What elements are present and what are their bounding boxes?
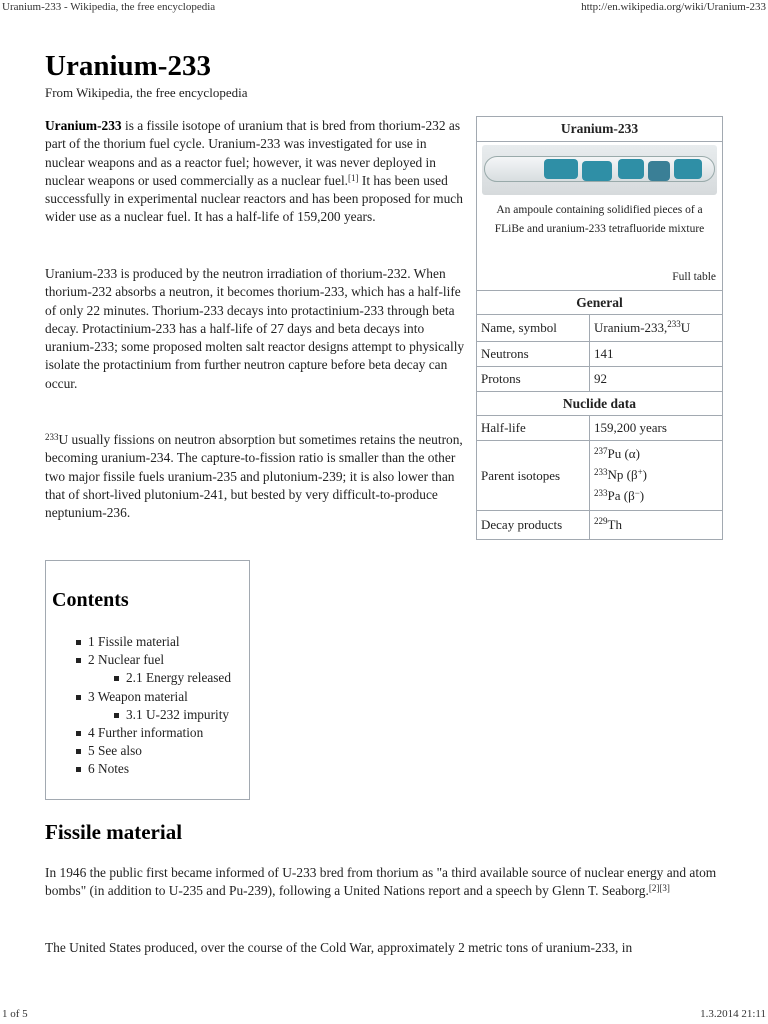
- full-table-link[interactable]: Full table: [672, 271, 716, 283]
- intro-paragraph: [45, 117, 465, 227]
- nuclide-section-header: Nuclide data: [477, 392, 722, 416]
- toc-subitem[interactable]: [112, 669, 231, 687]
- general-section-header: General: [477, 291, 722, 315]
- toc-item[interactable]: [74, 724, 231, 742]
- toc-item[interactable]: [74, 651, 231, 687]
- print-header-title: Uranium-233 - Wikipedia, the free encyclopedia: [2, 1, 216, 13]
- citation-1-link[interactable]: [1]: [348, 172, 359, 183]
- halflife-label: Half-life: [477, 416, 590, 440]
- fissile-paragraph-2: The United States produced, over the course of the Cold War, approximately 2 metric tons of uranium-233, in: [45, 940, 633, 955]
- decay-symbol[interactable]: Th: [607, 517, 622, 532]
- toc-item[interactable]: [74, 688, 231, 724]
- full-table-row: [477, 269, 722, 291]
- parent-text[interactable]: Pa (β: [607, 488, 635, 503]
- parent-isotope: [594, 443, 718, 464]
- crystal-piece: [674, 159, 702, 179]
- parent-text[interactable]: Np (β: [607, 467, 638, 482]
- fission-text: U usually fissions on neutron absorption but sometimes retains the neutron, becoming uranium-234. The capture-to-fission ratio is smaller than the other two major fissile fuels uranium-235 and plutonium-239; it is also lower than that of short-lived plutonium-241, but bested by very difficult-to-produce neptunium-236.: [45, 432, 463, 521]
- parent-mass: 233: [594, 467, 608, 477]
- crystal-piece: [582, 161, 612, 181]
- table-of-contents: [45, 560, 250, 800]
- infobox-title: Uranium-233: [477, 117, 722, 142]
- production-paragraph: Uranium-233 is produced by the neutron irradiation of thorium-232. When thorium-232 absorbs a neutron, it becomes thorium-233, which has a half-life of only 22 minutes. Thorium-233 decays into protactinium-233 through beta decay. Protactinium-233 has a half-life of 27 days and beta decays into uranium-233; some proposed molten salt reactor designs attempt to physically isolate the protactinium from further neutron capture before beta decay can occur.: [45, 266, 465, 391]
- intro-text-continued: It has been used successfully in experimental nuclear reactors and has been proposed for much wider use as a nuclear fuel. It has a half-life of 159,200 years.: [45, 172, 463, 225]
- isotope-infobox: [476, 116, 723, 540]
- print-footer: [0, 1008, 768, 1020]
- ampoule-image[interactable]: [482, 145, 717, 195]
- toc-link[interactable]: 6 Notes: [88, 761, 129, 777]
- crystal-piece: [544, 159, 578, 179]
- page-count: 1 of 5: [2, 1008, 28, 1020]
- fissile-paragraph-1: [45, 864, 725, 901]
- toc-link[interactable]: 3.1 U-232 impurity: [126, 706, 230, 722]
- fission-paragraph: [45, 431, 465, 522]
- toc-item[interactable]: [74, 742, 231, 760]
- infobox-row-halflife: [477, 416, 722, 441]
- u233-mass-number: 233: [45, 432, 59, 442]
- name-symbol-label: Name, symbol: [477, 315, 590, 341]
- neutrons-label: Neutrons: [477, 342, 590, 366]
- decay-products-value: $^{229}$ Th: [594, 516, 622, 532]
- parent-close: ): [642, 467, 648, 482]
- protons-value: 92: [594, 371, 607, 386]
- toc-list: [74, 633, 231, 779]
- parent-text[interactable]: Pu (α): [607, 446, 640, 461]
- infobox-row-protons: [477, 367, 722, 392]
- infobox-row-neutrons: [477, 342, 722, 367]
- parent-isotopes-value: [590, 441, 722, 510]
- intro-text: is a fissile isotope of uranium that is bred from thorium-232 as part of the thorium fuel cycle. Uranium-233 was investigated for use in nuclear weapons and as a reactor fuel; however, it was never deployed in nuclear weapons or used commercially as a nuclear fuel.: [45, 118, 461, 188]
- decay-products-label: Decay products: [477, 511, 590, 539]
- protons-label: Protons: [477, 367, 590, 391]
- parent-mass: 237: [594, 446, 608, 456]
- toc-link[interactable]: 2.1 Energy released: [126, 670, 231, 686]
- page-title: Uranium-233: [45, 50, 211, 82]
- parent-charge: −: [634, 488, 640, 498]
- toc-link[interactable]: 5 See also: [88, 743, 142, 759]
- toc-subitem[interactable]: [112, 706, 231, 724]
- crystal-piece: [618, 159, 644, 179]
- parent-mass: 233: [594, 488, 608, 498]
- toc-link[interactable]: 1 Fissile material: [88, 634, 180, 649]
- print-timestamp: 1.3.2014 21:11: [700, 1008, 766, 1020]
- infobox-row-name: [477, 315, 722, 342]
- parent-close: ): [639, 488, 645, 503]
- parent-charge: +: [637, 467, 643, 477]
- image-caption: An ampoule containing solidified pieces of a FLiBe and uranium-233 tetrafluoride mixture: [494, 204, 705, 235]
- toc-item[interactable]: [74, 633, 231, 651]
- parent-isotopes-label: Parent isotopes: [477, 441, 590, 510]
- site-tagline: From Wikipedia, the free encyclopedia: [45, 85, 248, 100]
- neutrons-value: 141: [594, 346, 614, 361]
- citation-2-3-link[interactable]: [2][3]: [648, 883, 670, 894]
- toc-title: Contents: [52, 589, 129, 611]
- parent-isotope: [594, 464, 718, 485]
- toc-link[interactable]: 4 Further information: [88, 725, 204, 741]
- toc-link[interactable]: 3 Weapon material: [88, 688, 188, 704]
- infobox-row-parents: [477, 441, 722, 511]
- toc-item[interactable]: [74, 760, 231, 778]
- parent-isotope: [594, 485, 718, 506]
- intro-bold-term: Uranium-233: [45, 118, 122, 133]
- crystal-piece: [648, 161, 670, 181]
- name-value-text: Uranium-233,: [594, 320, 668, 335]
- toc-link[interactable]: 2 Nuclear fuel: [88, 652, 165, 668]
- print-header: [0, 1, 768, 13]
- section-heading-fissile-material: Fissile material: [45, 820, 183, 844]
- print-header-url[interactable]: http://en.wikipedia.org/wiki/Uranium-233: [581, 1, 766, 13]
- name-symbol: U: [680, 320, 691, 335]
- fissile-text: In 1946 the public first became informed of U-233 bred from thorium as "a third available source of nuclear energy and atom bombs" (in addition to U-235 and Pu-239), following a United Nations report and a speech by Glenn T. Seaborg.: [45, 865, 717, 899]
- halflife-value: 159,200 years: [594, 420, 667, 435]
- name-symbol-value: Uranium-233, $^{233}$ U: [594, 319, 691, 335]
- infobox-row-decay: [477, 511, 722, 539]
